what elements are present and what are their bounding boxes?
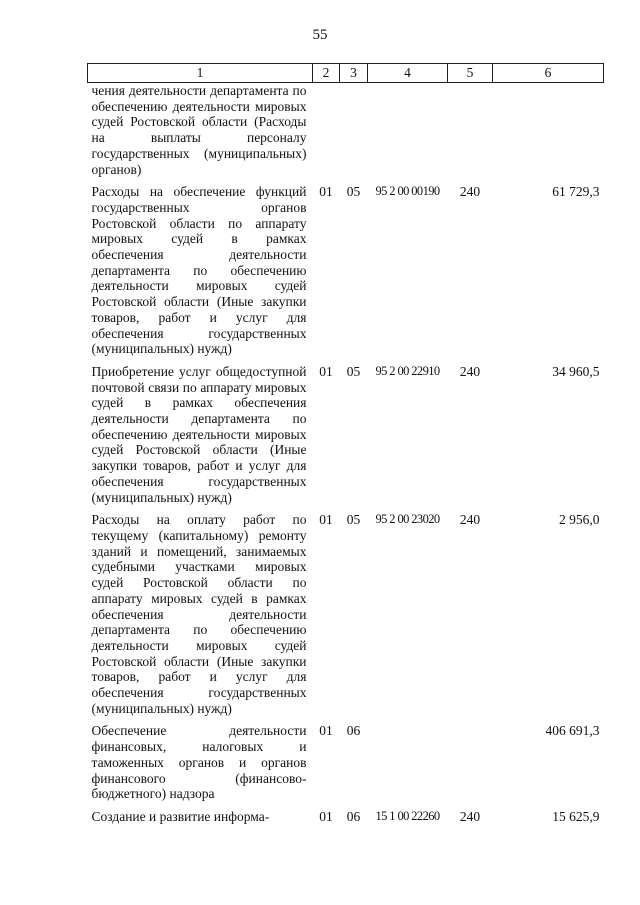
header-col-2: 2 — [313, 64, 340, 83]
row-expense-type: 240 — [459, 512, 481, 528]
row-amount: 2 956,0 — [559, 512, 600, 528]
row-subsection: 05 — [346, 512, 361, 528]
header-col-5: 5 — [448, 64, 493, 83]
header-col-3: 3 — [340, 64, 368, 83]
row-expense-type: 240 — [459, 363, 481, 379]
header-col-4: 4 — [368, 64, 448, 83]
row-section: 01 — [319, 512, 333, 528]
row-target-code: 95 2 00 23020 — [375, 512, 440, 527]
row-description: Расходы на оплату работ по текущему (капитальному) ремонту зданий и помещений, занимаемых судебными участками мировых судей Ростовской области по аппарату мировых судей в рамках обеспечения деятельности департамента по обеспечению деятельности мировых судей Ростовской области (Иные закупки товаров, работ и услуг для обеспечения государственных (муниципальных) нужд) — [91, 512, 307, 716]
table-header — [88, 64, 604, 83]
row-target-code: 95 2 00 00190 — [375, 184, 440, 199]
header-col-1: 1 — [88, 64, 313, 83]
row-expense-type — [448, 83, 493, 185]
row-subsection: 05 — [346, 184, 361, 200]
row-amount: 15 625,9 — [552, 808, 600, 824]
row-section: 01 — [319, 808, 333, 824]
row-section: 01 — [319, 363, 333, 379]
row-amount — [493, 83, 604, 185]
row-description: Создание и развитие информа- — [91, 808, 270, 824]
row-section: 01 — [319, 723, 333, 739]
row-target-code — [368, 723, 448, 809]
row-description: Расходы на обеспечение функций государственных органов Ростовской области по аппарату мировых судей в рамках обеспечения деятельности департамента по обеспечению деятельности мировых судей Ростовской области (Иные закупки товаров, работ и услуг для обеспечения государственных (муниципальных) нужд) — [91, 184, 307, 357]
row-description: Обеспечение деятельности финансовых, налоговых и таможенных органов и органов финансового (финансово-бюджетного) надзора — [91, 723, 307, 802]
row-section: 01 — [319, 184, 333, 200]
header-row — [88, 64, 604, 83]
row-section — [313, 83, 340, 185]
row-description: чения деятельности департамента по обеспечению деятельности мировых судей Ростовской области (Расходы на выплаты персоналу государственных (муниципальных) органов) — [91, 83, 307, 177]
row-subsection — [340, 83, 368, 185]
table-body — [88, 83, 604, 825]
row-expense-type: 240 — [459, 184, 481, 200]
row-amount: 61 729,3 — [552, 184, 600, 200]
row-subsection: 06 — [346, 808, 361, 824]
table-row — [88, 723, 604, 809]
row-target-code: 15 1 00 22260 — [375, 808, 440, 823]
row-amount: 406 691,3 — [545, 723, 600, 739]
row-description: Приобретение услуг общедоступной почтовой связи по аппарату мировых судей в рамках обеспечения деятельности департамента по обеспечению деятельности мировых судей Ростовской области (Иные закупки товаров, работ и услуг для обеспечения государственных (муниципальных) нужд) — [91, 363, 307, 505]
table-row — [88, 364, 604, 512]
page-number: 55 — [312, 27, 328, 43]
table-row — [88, 512, 604, 723]
row-target-code — [368, 83, 448, 185]
row-expense-type: 240 — [459, 808, 481, 824]
table-row — [88, 83, 604, 185]
table-row — [88, 184, 604, 364]
row-amount: 34 960,5 — [552, 363, 600, 379]
row-expense-type — [448, 723, 493, 809]
table-row — [88, 809, 604, 825]
row-target-code: 95 2 00 22910 — [375, 363, 440, 378]
row-subsection: 06 — [346, 723, 361, 739]
header-col-6: 6 — [493, 64, 604, 83]
budget-table — [87, 63, 604, 825]
row-subsection: 05 — [346, 363, 361, 379]
